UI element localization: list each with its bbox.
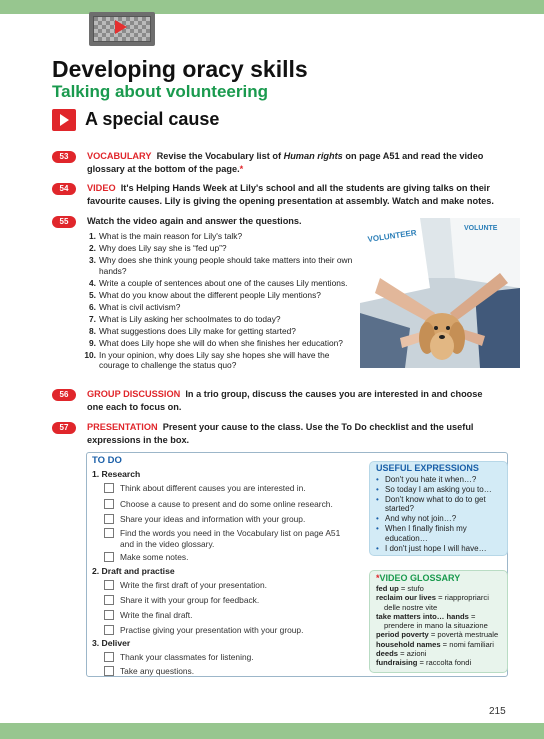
- list-item: • So today I am asking you to…: [376, 485, 502, 494]
- list-item: • When I finally finish my education…: [376, 524, 502, 543]
- activity-number: 55: [52, 216, 76, 228]
- todo-item[interactable]: Share it with your group for feedback.: [104, 595, 354, 606]
- video-tab-icon: [89, 12, 155, 46]
- checkbox[interactable]: [104, 595, 114, 605]
- activity-text: on page A51 and read the video glossary at the bottom of the page.: [87, 151, 484, 174]
- list-item: • Don't you hate it when…?: [376, 475, 502, 484]
- activity-number: 54: [52, 183, 76, 195]
- activity-italic: Human rights: [283, 151, 343, 161]
- activity-57: [87, 421, 497, 446]
- checkbox[interactable]: [104, 625, 114, 635]
- list-item: 4. Write a couple of sentences about one of the causes Lily mentions.: [89, 277, 348, 288]
- activity-53: [87, 150, 497, 175]
- page-subtitle: Talking about volunteering: [52, 82, 268, 101]
- checkbox[interactable]: [104, 528, 114, 538]
- video-play-icon[interactable]: [52, 109, 76, 131]
- todo-item[interactable]: Write the final draft.: [104, 610, 354, 621]
- volunteers-dog-photo: [360, 218, 520, 368]
- list-item: • Don't know what to do to get started?: [376, 495, 502, 514]
- todo-heading: TO DO: [92, 455, 122, 466]
- activity-text: It's Helping Hands Week at Lily's school and all the students are giving talks on their favourite causes. Lily is giving the opening presentation at assembly. Watch and make notes.: [87, 183, 494, 206]
- activity-text: Present your cause to the class. Use the To Do checklist and the useful expressions in the box.: [87, 422, 474, 445]
- checkbox[interactable]: [104, 514, 114, 524]
- activity-text: Watch the video again and answer the questions.: [87, 216, 302, 226]
- activity-keyword: GROUP DISCUSSION: [87, 389, 181, 399]
- glossary-star: *: [239, 163, 244, 174]
- activity-number: 56: [52, 389, 76, 401]
- list-item: • I don't just hope I will have…: [376, 544, 502, 553]
- todo-item[interactable]: Practise giving your presentation with your group.: [104, 625, 354, 636]
- glossary-entry: reclaim our lives = riappropriarci delle nostre vite: [376, 593, 489, 612]
- shirt-text: VOLUNTEER: [367, 228, 418, 244]
- glossary-entry: fundraising = raccolta fondi: [376, 658, 472, 668]
- glossary-entry: take matters into… hands = prendere in mano la situazione: [376, 611, 488, 631]
- activity-54: [87, 182, 497, 207]
- list-item: 8. What suggestions does Lily make for getting started?: [89, 325, 296, 336]
- useful-expressions-heading: USEFUL EXPRESSIONS: [376, 463, 479, 473]
- activity-keyword: VOCABULARY: [87, 151, 152, 161]
- todo-item[interactable]: Write the first draft of your presentation.: [104, 580, 354, 591]
- glossary-entry: period poverty = povertà mestruale: [376, 630, 499, 640]
- todo-item[interactable]: Take any questions.: [104, 666, 354, 677]
- todo-section-title: 2. Draft and practise: [92, 566, 175, 576]
- list-item: 7. What is Lily asking her schoolmates to do today?: [89, 313, 281, 324]
- page-title: Developing oracy skills: [52, 56, 308, 82]
- glossary-entry: deeds = azioni: [376, 649, 427, 659]
- checkbox[interactable]: [104, 610, 114, 620]
- list-item: 6. What is civil activism?: [89, 301, 181, 312]
- todo-section-title: 1. Research: [92, 469, 141, 479]
- todo-item[interactable]: Make some notes.: [104, 552, 354, 563]
- shirt-text-2: VOLUNTE: [464, 225, 498, 232]
- activity-56: [87, 388, 497, 413]
- video-glossary-heading: *VIDEO GLOSSARY: [376, 573, 461, 583]
- page-number: 215: [489, 706, 506, 717]
- activity-keyword: PRESENTATION: [87, 422, 158, 432]
- todo-item[interactable]: Find the words you need in the Vocabulary list on page A51 and in the video glossary.: [104, 528, 354, 549]
- todo-item[interactable]: Choose a cause to present and do some online research.: [104, 499, 354, 510]
- top-band: [0, 0, 544, 14]
- list-item: 10. In your opinion, why does Lily say she hopes she will have the courage to challenge the status quo?: [84, 349, 330, 370]
- checkbox[interactable]: [104, 552, 114, 562]
- todo-item[interactable]: Share your ideas and information with your group.: [104, 514, 354, 525]
- question-list: [84, 231, 359, 372]
- video-glossary-list: [376, 584, 506, 668]
- checkbox[interactable]: [104, 499, 114, 509]
- list-item: 9. What does Lily hope she will do when she finishes her education?: [89, 337, 343, 348]
- checkbox[interactable]: [104, 580, 114, 590]
- todo-section-title: 3. Deliver: [92, 638, 131, 648]
- activity-keyword: VIDEO: [87, 183, 116, 193]
- activity-number: 53: [52, 151, 76, 163]
- section-title: A special cause: [85, 109, 220, 129]
- list-item: 5. What do you know about the different people Lily mentions?: [89, 289, 321, 300]
- activity-text: In a trio group, discuss the causes you are interested in and choose one each to focus on.: [87, 389, 483, 412]
- glossary-entry: household names = nomi familiari: [376, 639, 494, 649]
- todo-item[interactable]: Thank your classmates for listening.: [104, 652, 354, 663]
- list-item: 2. Why does Lily say she is “fed up”?: [89, 243, 227, 253]
- useful-expressions-list: [376, 475, 502, 554]
- useful-expressions-box: [369, 461, 508, 556]
- todo-item[interactable]: Think about different causes you are interested in.: [104, 483, 354, 494]
- checkbox[interactable]: [104, 483, 114, 493]
- bottom-band: [0, 723, 544, 739]
- activity-number: 57: [52, 422, 76, 434]
- checkbox[interactable]: [104, 652, 114, 662]
- list-item: • And why not join…?: [376, 514, 502, 523]
- list-item: 1. What is the main reason for Lily's talk?: [89, 231, 243, 241]
- checkbox[interactable]: [104, 666, 114, 676]
- list-item: 3. Why does she think young people should take matters into their own hands?: [89, 255, 353, 276]
- activity-text: Revise the Vocabulary list of: [156, 151, 284, 161]
- glossary-entry: fed up = stufo: [376, 584, 424, 593]
